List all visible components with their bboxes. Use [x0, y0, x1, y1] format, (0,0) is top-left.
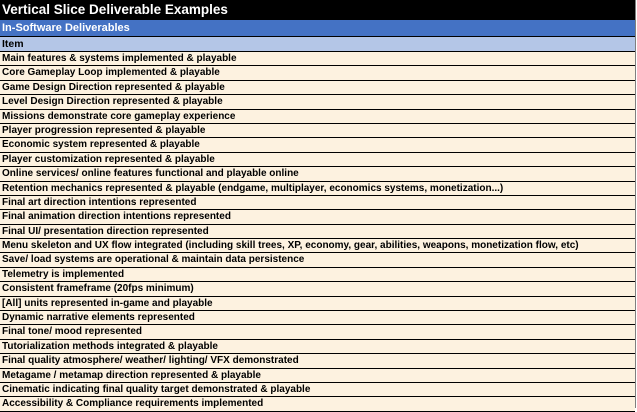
table-row[interactable]: Menu skeleton and UX flow integrated (including skill trees, XP, economy, gear, abilities, weapons, monetization flow, etc) [0, 238, 635, 252]
table-row[interactable]: Final animation direction intentions represented [0, 209, 635, 223]
table-row[interactable]: Tutorialization methods integrated & playable [0, 339, 635, 353]
table-row[interactable]: Dynamic narrative elements represented [0, 310, 635, 324]
table-row[interactable]: Main features & systems implemented & playable [0, 51, 635, 65]
table-row[interactable]: Missions demonstrate core gameplay experience [0, 109, 635, 123]
table-row[interactable]: Accessibility & Compliance requirements implemented [0, 396, 635, 411]
table-row[interactable]: Cinematic indicating final quality target demonstrated & playable [0, 382, 635, 396]
section-header[interactable]: In-Software Deliverables [0, 19, 635, 36]
table-row[interactable]: Final UI/ presentation direction represented [0, 224, 635, 238]
table-row[interactable]: Game Design Direction represented & playable [0, 80, 635, 94]
table-row[interactable]: Telemetry is implemented [0, 267, 635, 281]
table-row[interactable]: Player progression represented & playable [0, 123, 635, 137]
table-row[interactable]: Online services/ online features functional and playable online [0, 166, 635, 180]
table-row[interactable]: Level Design Direction represented & playable [0, 94, 635, 108]
table-row[interactable]: Consistent frameframe (20fps minimum) [0, 281, 635, 295]
table-row[interactable]: Metagame / metamap direction represented & playable [0, 368, 635, 382]
table-row[interactable]: Retention mechanics represented & playable (endgame, multiplayer, economics systems, monetization...) [0, 181, 635, 195]
table-row[interactable]: Save/ load systems are operational & maintain data persistence [0, 252, 635, 266]
table-row[interactable]: Player customization represented & playable [0, 152, 635, 166]
table-row[interactable]: Core Gameplay Loop implemented & playable [0, 65, 635, 79]
deliverables-list [0, 51, 635, 412]
column-header-item[interactable]: Item [0, 36, 635, 51]
table-row[interactable]: Final tone/ mood represented [0, 324, 635, 338]
sheet-title[interactable]: Vertical Slice Deliverable Examples [0, 0, 635, 19]
table-row[interactable]: Final art direction intentions represented [0, 195, 635, 209]
table-row[interactable]: Final quality atmosphere/ weather/ lighting/ VFX demonstrated [0, 353, 635, 367]
table-row[interactable]: [All] units represented in-game and playable [0, 296, 635, 310]
table-row[interactable]: Economic system represented & playable [0, 137, 635, 151]
